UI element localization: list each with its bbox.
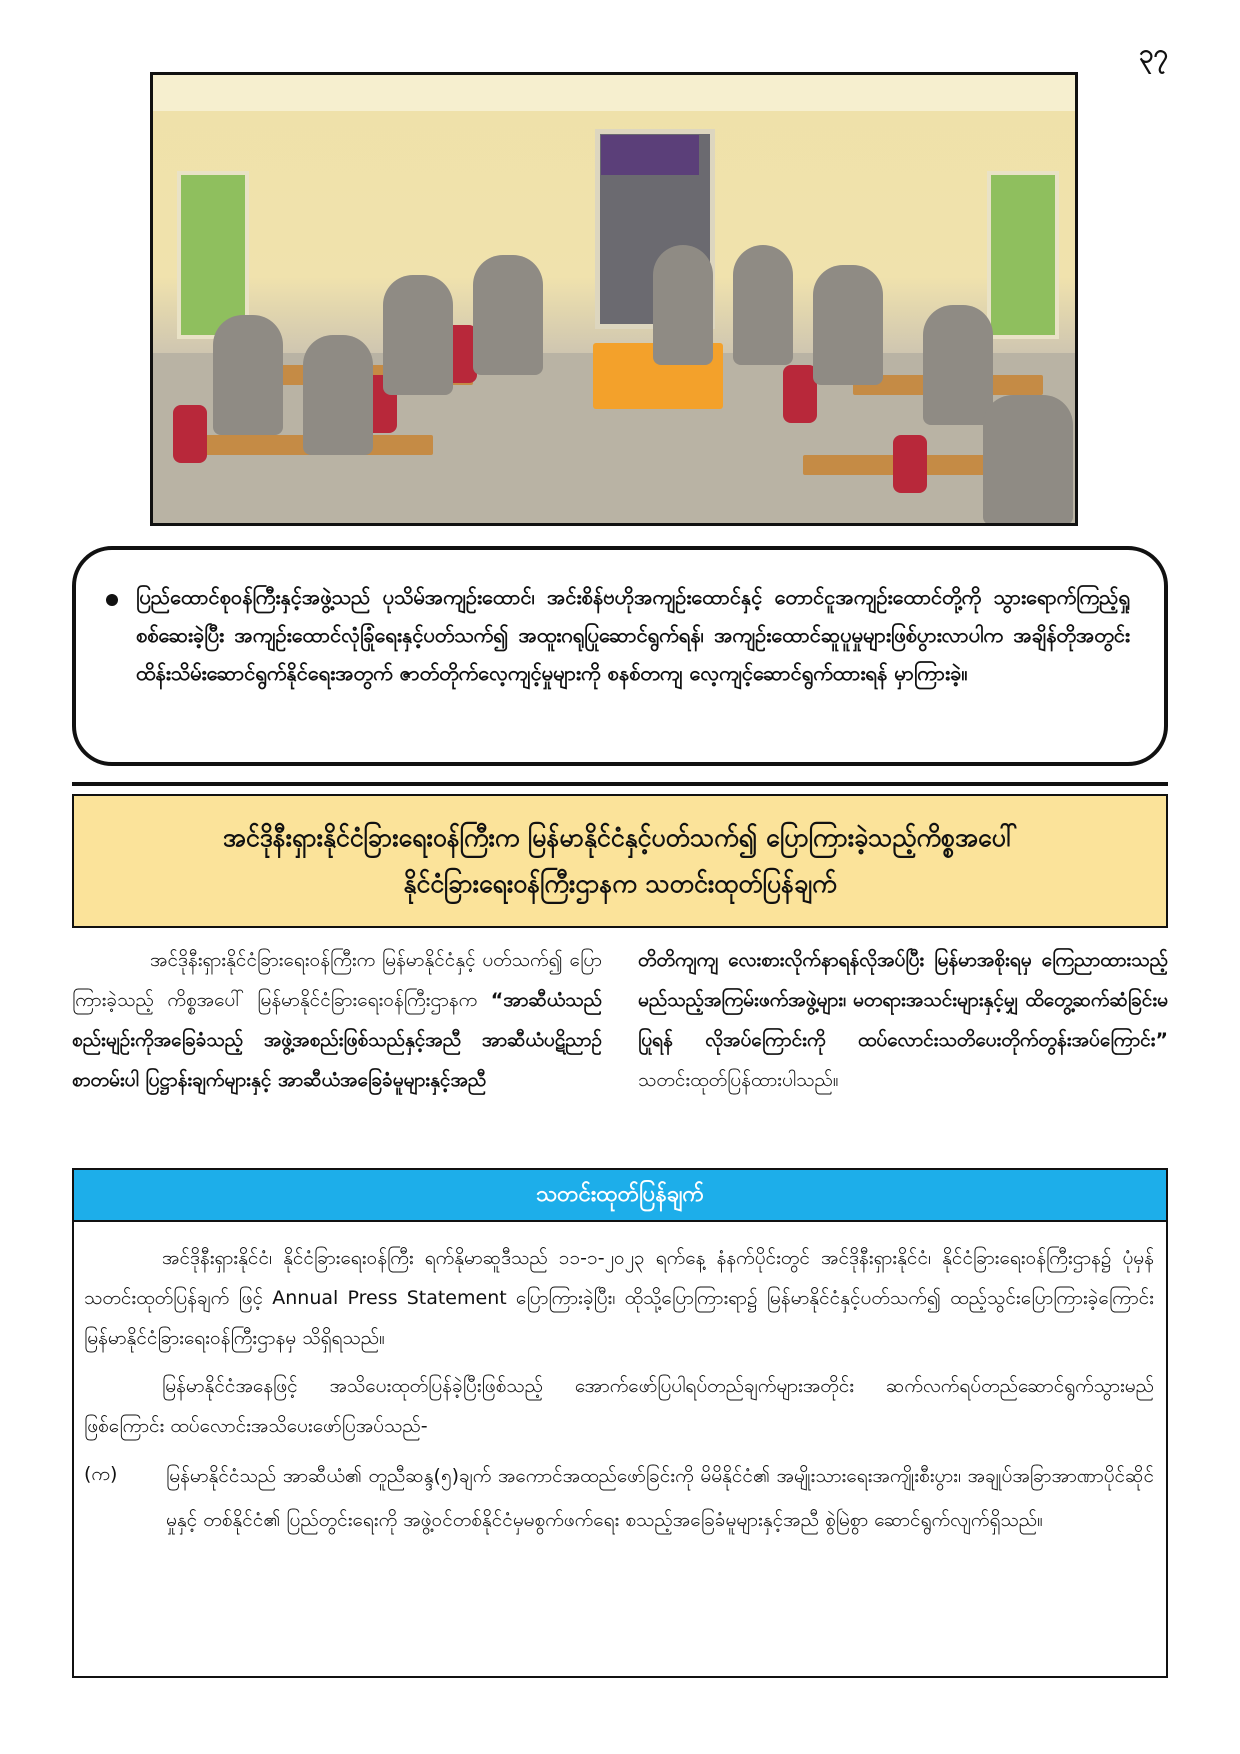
statement-title: သတင်းထုတ်ပြန်ချက် xyxy=(74,1170,1166,1222)
article-right-normal: သတင်းထုတ်ပြန်ထားပါသည်။ xyxy=(638,1069,839,1091)
photo-person xyxy=(473,255,543,375)
photo-person xyxy=(983,395,1073,525)
headline-box xyxy=(72,794,1168,928)
photo-chair xyxy=(173,405,207,463)
photo-ceiling xyxy=(153,75,1075,111)
photo-banner xyxy=(601,135,699,175)
article-right-paragraph xyxy=(638,940,1168,1100)
statement-item xyxy=(84,1454,1154,1542)
article-left-column xyxy=(72,940,602,1160)
headline-line-2: နိုင်ငံခြားရေးဝန်ကြီးဌာနက သတင်းထုတ်ပြန်ချက် xyxy=(403,869,837,898)
article-right-bold: တိတိကျကျ လေးစားလိုက်နာရန်လိုအပ်ပြီး မြန်မာအစိုးရမှ ကြေညာထားသည့် မည်သည့်အကြမ်းဖက်အဖွဲ့များ၊ မတရားအသင်းများနှင့်မျှ ထိတွေ့ဆက်ဆံခြင်းမပြုရန် လိုအပ်ကြောင်းကို ထပ်လောင်းသတိပေးတိုက်တွန်းအပ်ကြောင်း” xyxy=(638,949,1168,1051)
statement-box xyxy=(72,1168,1168,1678)
statement-body xyxy=(74,1222,1166,1542)
photo-person xyxy=(383,275,453,395)
article-left-normal: အင်ဒိုနီးရှားနိုင်ငံခြားရေးဝန်ကြီးက မြန်မာနိုင်ငံနှင့် ပတ်သက်၍ ပြောကြားခဲ့သည့် ကိစ္စအပေါ် မြန်မာနိုင်ငံခြားရေးဝန်ကြီးဌာနက xyxy=(72,949,602,1011)
article-columns xyxy=(72,940,1168,1160)
photo-window-left xyxy=(177,171,249,339)
photo-person xyxy=(813,265,883,385)
bullet-box xyxy=(72,546,1168,766)
statement-paragraph-1: အင်ဒိုနီးရှားနိုင်ငံ၊ နိုင်ငံခြားရေးဝန်ကြီး ရက်နိုမာဆူဒီသည် ၁၁-၁-၂၀၂၃ ရက်နေ့ နံနက်ပိုင်းတွင် အင်ဒိုနီးရှားနိုင်ငံ၊ နိုင်ငံခြားရေးဝန်ကြီးဌာန၌ ပုံမှန်သတင်းထုတ်ပြန်ချက် ဖြင့် Annual Press Statement ပြောကြားခဲ့ပြီး၊ ထိုသို့ပြောကြားရာ၌ မြန်မာနိုင်ငံနှင့်ပတ်သက်၍ ထည့်သွင်းပြောကြားခဲ့ကြောင်း မြန်မာနိုင်ငံခြားရေးဝန်ကြီးဌာနမှ သိရှိရသည်။ xyxy=(84,1247,1154,1349)
photo-dining-hall xyxy=(150,72,1078,526)
article-left-paragraph xyxy=(72,940,602,1100)
photo-chair xyxy=(893,435,927,493)
photo-chair xyxy=(783,365,817,423)
photo-person xyxy=(733,245,793,365)
photo-person xyxy=(213,315,283,435)
photo-person xyxy=(303,335,373,455)
photo-person xyxy=(923,305,993,425)
page-number: ၃၇ xyxy=(1138,39,1168,69)
photo-person xyxy=(653,245,713,365)
statement-item-text: မြန်မာနိုင်ငံသည် အာဆီယံ၏ တူညီဆန္ဒ(၅)ချက် အကောင်အထည်ဖော်ခြင်းကို မိမိနိုင်ငံ၏ အမျိုးသားရေးအကျိုးစီးပွား၊ အချုပ်အခြာအာဏာပိုင်ဆိုင်မှုနှင့် တစ်နိုင်ငံ၏ ပြည်တွင်းရေးကို အဖွဲ့ဝင်တစ်နိုင်ငံမှမစွက်ဖက်ရေး စသည့်အခြေခံမူများနှင့်အညီ စွဲမြဲစွာ ဆောင်ရွက်လျက်ရှိသည်။ xyxy=(166,1465,1154,1531)
bullet-text: ပြည်ထောင်စုဝန်ကြီးနှင့်အဖွဲ့သည် ပုသိမ်အကျဉ်းထောင်၊ အင်းစိန်ဗဟိုအကျဉ်းထောင်နှင့် တောင်ငူအကျဉ်းထောင်တို့ကို သွားရောက်ကြည့်ရှုစစ်ဆေးခဲ့ပြီး အကျဉ်းထောင်လုံခြုံရေးနှင့်ပတ်သက်၍ အထူးဂရုပြုဆောင်ရွက်ရန်၊ အကျဉ်းထောင်ဆူပူမှုများဖြစ်ပွားလာပါက အချိန်တိုအတွင်း ထိန်းသိမ်းဆောင်ရွက်နိုင်ရေးအတွက် ဇာတ်တိုက်လေ့ကျင့်မှုများကို စနစ်တကျ လေ့ကျင့်ဆောင်ရွက်ထားရန် မှာကြားခဲ့။ xyxy=(136,585,1130,685)
article-left-bold: “အာဆီယံသည် စည်းမျဉ်းကိုအခြေခံသည့် အဖွဲ့အစည်းဖြစ်သည်နှင့်အညီ အာဆီယံပဋိညာဉ်စာတမ်းပါ ပြဋ္ဌာန်းချက်များနှင့် အာဆီယံအခြေခံမူများနှင့်အညီ xyxy=(72,989,602,1091)
photo-window-right xyxy=(987,171,1059,339)
bullet-dot xyxy=(106,594,118,606)
statement-item-label: (က) xyxy=(84,1463,118,1485)
statement-paragraph-2: မြန်မာနိုင်ငံအနေဖြင့် အသိပေးထုတ်ပြန်ခဲ့ပြီးဖြစ်သည့် အောက်ဖော်ပြပါရပ်တည်ချက်များအတိုင်း ဆက်လက်ရပ်တည်ဆောင်ရွက်သွားမည်ဖြစ်ကြောင်း ထပ်လောင်းအသိပေးဖော်ပြအပ်သည်- xyxy=(84,1375,1154,1437)
article-right-column xyxy=(638,940,1168,1160)
headline-line-1: အင်ဒိုနီးရှားနိုင်ငံခြားရေးဝန်ကြီးက မြန်မာနိုင်ငံနှင့်ပတ်သက်၍ ပြောကြားခဲ့သည့်ကိစ္စအပေါ် xyxy=(222,823,1018,852)
divider xyxy=(72,782,1168,786)
